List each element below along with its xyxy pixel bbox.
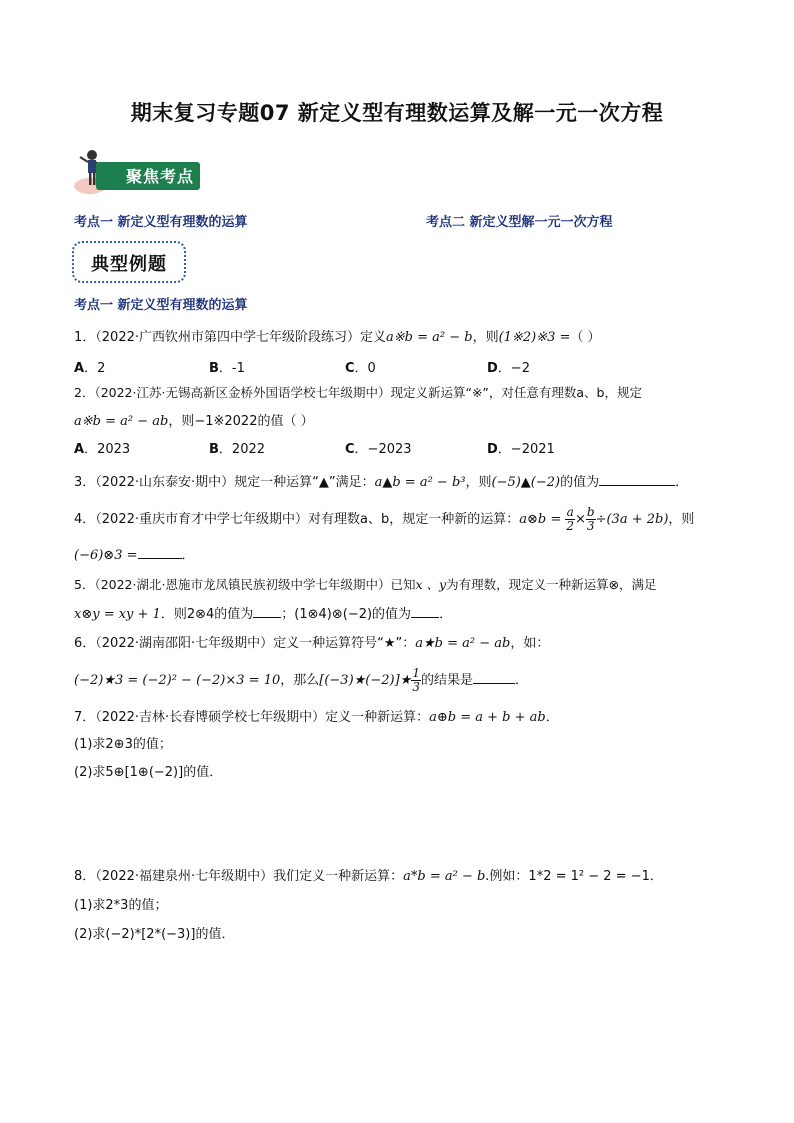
- q3-answer-blank[interactable]: [599, 485, 675, 486]
- question-6-line-2: (−2)★3 = (−2)² − (−2)×3 = 10，那么[(−3)★(−2)]★ $\frac{1}{3}$ 的结果是 ．: [74, 666, 529, 694]
- question-1: 1．（2022·广西钦州市第四中学七年级阶段练习）定义a※b = a² − b，则(1※2)※3 =（ ）: [74, 330, 601, 345]
- q6-fraction-one-third: $\frac{1}{3}$: [412, 666, 420, 694]
- q1-option-d: D．−2: [487, 361, 530, 376]
- question-8: 8．（2022·福建泉州·七年级期中）我们定义一种新运算：a*b = a² − b.例如：1*2 = 1² − 2 = −1．: [74, 869, 663, 884]
- q2-option-c: C．−2023: [345, 442, 412, 457]
- key-point-1: 考点一 新定义型有理数的运算: [74, 215, 248, 230]
- q2-option-a: A．2023: [74, 442, 131, 457]
- question-4: 4．（2022·重庆市育才中学七年级期中）对有理数a、b，规定一种新的运算：a⊗b = $\frac{a}{2}$ × $\frac{b}{3}$ ÷(3a + 2b)，则: [74, 505, 695, 533]
- q2-option-b: B．2022: [209, 442, 266, 457]
- question-6: 6．（2022·湖南邵阳·七年级期中）定义一种运算符号“★”：a★b = a² − ab，如：: [74, 636, 550, 651]
- question-8-part-1: (1)求2*3的值；: [74, 898, 168, 913]
- question-7-part-2: (2)求5⊕[1⊕(−2)]的值．: [74, 765, 223, 780]
- q2-option-d: D．−2021: [487, 442, 555, 457]
- q1-option-b: B．-1: [209, 361, 245, 376]
- q1-option-a: A．2: [74, 361, 106, 376]
- page-title: 期末复习专题07 新定义型有理数运算及解一元一次方程: [130, 101, 664, 125]
- example-badge: [72, 241, 186, 283]
- q5-answer-blank-2[interactable]: [411, 617, 439, 618]
- question-5-line-2: x⊗y = xy + 1．则2⊗4的值为 ；(1⊗4)⊗(−2)的值为 ．: [74, 607, 453, 622]
- q4-fraction-a-over-2: $\frac{a}{2}$: [566, 505, 574, 533]
- question-7: 7．（2022·吉林·长春博硕学校七年级期中）定义一种新运算：a⊕b = a + b + ab．: [74, 710, 559, 725]
- focus-banner: [70, 146, 210, 198]
- q4-answer-blank[interactable]: [138, 558, 182, 559]
- question-2-line-2: a※b = a² − ab，则−1※2022的值（ ）: [74, 414, 314, 429]
- question-2: 2．（2022·江苏·无锡高新区金桥外国语学校七年级期中）现定义新运算“※”，对任意有理数a、b，规定: [74, 385, 642, 400]
- focus-label: 聚焦考点: [126, 167, 195, 186]
- focus-box: [96, 162, 200, 190]
- q5-answer-blank-1[interactable]: [253, 617, 281, 618]
- question-4-line-2: (−6)⊗3 = ．: [74, 548, 195, 563]
- question-3: 3．（2022·山东泰安·期中）规定一种运算“▲”满足：a▲b = a² − b³，则(−5)▲(−2)的值为 ．: [74, 475, 689, 490]
- q6-answer-blank[interactable]: [473, 683, 515, 684]
- question-5: 5．（2022·湖北·恩施市龙凤镇民族初级中学七年级期中）已知x 、y为有理数，现定义一种新运算⊗，满足: [74, 577, 657, 592]
- question-7-part-1: (1)求2⊕3的值；: [74, 737, 172, 752]
- question-8-part-2: (2)求(−2)*[2*(−3)]的值．: [74, 927, 235, 942]
- q4-fraction-b-over-3: $\frac{b}{3}$: [586, 505, 595, 533]
- key-point-2: 考点二 新定义型解一元一次方程: [426, 215, 613, 230]
- example-badge-label: 典型例题: [91, 254, 167, 275]
- q1-option-c: C．0: [345, 361, 376, 376]
- section-heading: 考点一 新定义型有理数的运算: [74, 298, 248, 313]
